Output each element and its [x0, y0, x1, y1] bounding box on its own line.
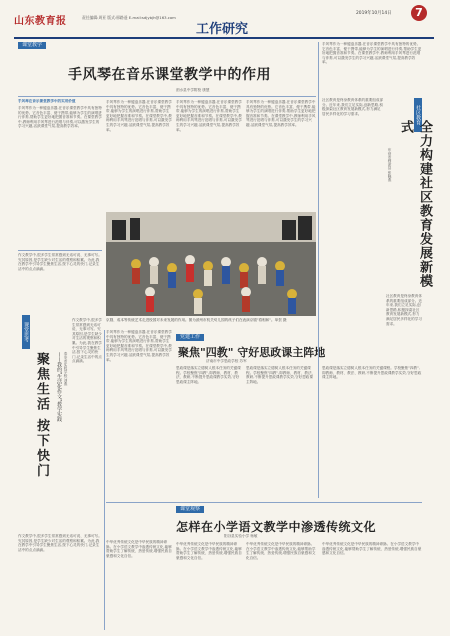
- article4-headline: 怎样在小学语文教学中渗透传统文化: [176, 520, 377, 534]
- article3-col-2: 思政课是落实立德树人根本任务的关键课程。学校聚焦"四教",即教师、教材、教法、教研,不断提升思政课教学实效,守好思政课主阵地。: [246, 366, 316, 384]
- section-title: 工作研究: [196, 22, 249, 37]
- article5-byline: 东营市利津县 张晓燕: [388, 148, 392, 182]
- article5-col-1: 社区教育是终身教育体系的重要组成部分。近年来,我们立足实际,创新思路,积极探索社区教育发展新模式,努力满足居民多样化的学习需求。: [322, 98, 384, 116]
- article1-rule: [18, 96, 316, 97]
- article4-byline: 阳谷县实验小学 杨敏: [224, 534, 258, 538]
- article4-col-2: 中华优秀传统文化是中华民族的精神命脉。在小学语文教学中渗透传统文化,能够帮助学生了解传统、热爱传统,增强民族自豪感和文化自信。: [176, 542, 242, 560]
- article1-byline: 泗水县中学附校 康慧: [176, 88, 210, 92]
- article2-col-2: 作文教学中,很多学生常常感到无话可说、无事可写。究其原因,是学生缺少对生活的观察和积累。为此,我在教学中引导学生聚焦生活,按下心灵的快门,记录生活中的点点滴滴。: [18, 534, 102, 552]
- article4-col-4: 中华优秀传统文化是中华民族的精神命脉。在小学语文教学中渗透传统文化,能够帮助学生了解传统、热爱传统,增强民族自豪感和文化自信。: [322, 542, 422, 556]
- article4-col-3: 中华优秀传统文化是中华民族的精神命脉。在小学语文教学中渗透传统文化,能够帮助学生了解传统、热爱传统,增强民族自豪感和文化自信。: [246, 542, 316, 560]
- article3-headline: 聚焦"四教" 守好思政课主阵地: [178, 346, 326, 359]
- photo-caption: 京剧、成本等传统艺术走进校园对未来发展的作用。图为滨州市机关幼儿园的孩子们在表演京剧"将相和"。单贺 摄: [106, 318, 287, 322]
- article2-top-rule: [18, 250, 102, 251]
- page-number: 7: [415, 6, 423, 19]
- section-tag-thinking: 课堂思考: [22, 315, 30, 349]
- article1-col-2: 手风琴作为一种键盘乐器,在音乐课堂教学中具有独特的优势。它音色丰富、便于携带,能够为学生的演唱进行伴奏,帮助学生更好地把握音准和节奏。在课堂教学中,教师利用手风琴进行范唱与伴奏,可以激发学生的学习兴趣,活跃课堂气氛,提高教学效率。: [106, 100, 172, 132]
- article1-headline: 手风琴在音乐课堂教学中的作用: [68, 67, 271, 83]
- masthead-info: 责任编辑:周亚 版式:邢路遥 E-mail:sdjybjh@163.com: [82, 15, 176, 20]
- article1-col-4: 手风琴作为一种键盘乐器,在音乐课堂教学中具有独特的优势。它音色丰富、便于携带,能够为学生的演唱进行伴奏,帮助学生更好地把握音准和节奏。在课堂教学中,教师利用手风琴进行范唱与伴奏,可以激发学生的学习兴趣,活跃课堂气氛,提高教学效率。: [246, 100, 316, 127]
- divider-right: [318, 42, 319, 498]
- section-tag-classroom: 课堂教学: [18, 42, 46, 49]
- section-tag-community: 社区教育: [414, 98, 422, 132]
- article2-body-intro: 作文教学中,很多学生常常感到无话可说、无事可写。究其原因,是学生缺少对生活的观察和积累。为此,我在教学中引导学生聚焦生活,按下心灵的快门,记录生活中的点点滴滴。: [18, 253, 102, 271]
- article5-col-2: 社区教育是终身教育体系的重要组成部分。近年来,我们立足实际,创新思路,积极探索社区教育发展新模式,努力满足居民多样化的学习需求。: [386, 294, 422, 326]
- masthead: [0, 0, 450, 38]
- article1-col-3: 手风琴作为一种键盘乐器,在音乐课堂教学中具有独特的优势。它音色丰富、便于携带,能够为学生的演唱进行伴奏,帮助学生更好地把握音准和节奏。在课堂教学中,教师利用手风琴进行范唱与伴奏,可以激发学生的学习兴趣,活跃课堂气氛,提高教学效率。: [176, 100, 242, 132]
- newspaper-logo: 山东教育报: [14, 16, 67, 27]
- performance-photo: [106, 212, 316, 316]
- article5-headline: 全力构建社区教育发展新模式: [398, 120, 432, 288]
- divider-left: [104, 330, 105, 630]
- news-photo: [106, 212, 316, 316]
- article2-headline: 聚焦生活 按下快门: [34, 352, 49, 479]
- masthead-rule: [14, 37, 434, 39]
- article1-col-5: 手风琴作为一种键盘乐器,在音乐课堂教学中具有独特的优势。它音色丰富、便于携带,能够为学生的演唱进行伴奏,帮助学生更好地把握音准和节奏。在课堂教学中,教师利用手风琴进行范唱与伴奏,可以激发学生的学习兴趣,活跃课堂气氛,提高教学效率。: [322, 42, 422, 65]
- issue-date: 2019年10月14日: [356, 11, 392, 16]
- page-number-badge: [411, 5, 427, 21]
- article1-lead: 手风琴在音乐课堂教学中的实用价值: [18, 99, 76, 103]
- article1-col-6: 手风琴作为一种键盘乐器,在音乐课堂教学中具有独特的优势。它音色丰富、便于携带,能够为学生的演唱进行伴奏,帮助学生更好地把握音准和节奏。在课堂教学中,教师利用手风琴进行范唱与伴奏,可以激发学生的学习兴趣,活跃课堂气氛,提高教学效率。: [106, 330, 172, 362]
- article3-byline: 济南市中学思政学校 苏军: [206, 359, 247, 363]
- article3-col-3: 思政课是落实立德树人根本任务的关键课程。学校聚焦"四教",即教师、教材、教法、教研,不断提升思政课教学实效,守好思政课主阵地。: [322, 366, 422, 380]
- article2-subtitle: ——我的"生活化作文"教学实践: [56, 352, 62, 422]
- article4-col-1: 中华优秀传统文化是中华民族的精神命脉。在小学语文教学中渗透传统文化,能够帮助学生了解传统、热爱传统,增强民族自豪感和文化自信。: [106, 540, 172, 558]
- section-tag-observation: 课堂观察: [176, 506, 204, 513]
- article4-top-rule: [106, 502, 422, 503]
- article3-col-1: 思政课是落实立德树人根本任务的关键课程。学校聚焦"四教",即教师、教材、教法、教研,不断提升思政课教学实效,守好思政课主阵地。: [176, 366, 241, 384]
- article2-byline: 泰安市实验学校 刘燕: [64, 352, 68, 386]
- section-tag-party: 党建工作: [176, 334, 204, 341]
- article1-col-1: 手风琴作为一种键盘乐器,在音乐课堂教学中具有独特的优势。它音色丰富、便于携带,能够为学生的演唱进行伴奏,帮助学生更好地把握音准和节奏。在课堂教学中,教师利用手风琴进行范唱与伴奏,可以激发学生的学习兴趣,活跃课堂气氛,提高教学效率。: [18, 106, 102, 129]
- article2-col-1: 作文教学中,很多学生常常感到无话可说、无事可写。究其原因,是学生缺少对生活的观察和积累。为此,我在教学中引导学生聚焦生活,按下心灵的快门,记录生活中的点点滴滴。: [72, 318, 102, 364]
